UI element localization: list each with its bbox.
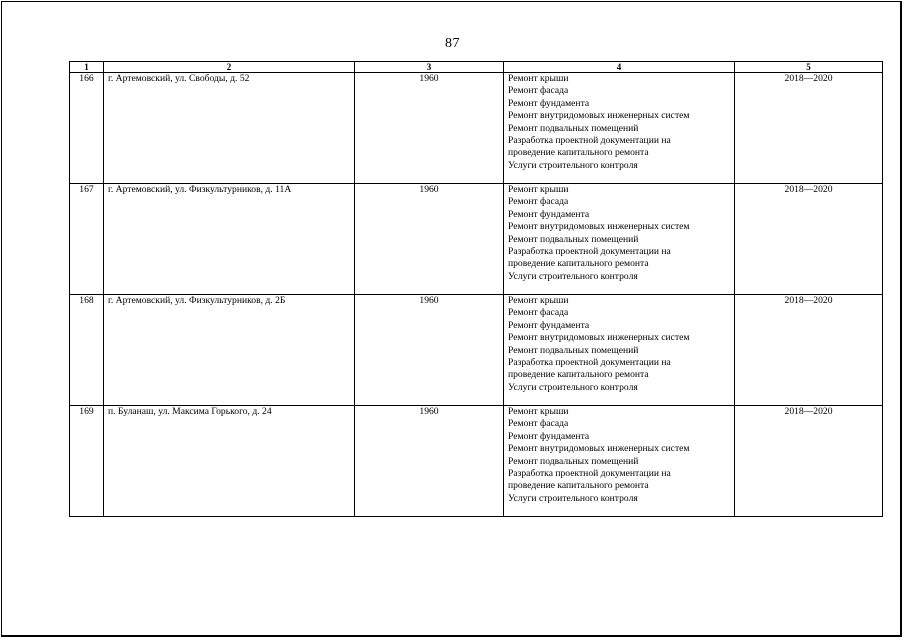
column-header-3: 3	[355, 62, 504, 73]
construction-year: 1960	[355, 73, 504, 184]
work-item: Ремонт крыши	[508, 73, 569, 84]
work-item: Услуги строительного контроля	[508, 270, 638, 282]
work-item: проведение капитального ремонта	[508, 258, 649, 270]
table-header	[70, 62, 883, 73]
work-item: Разработка проектной документации на	[508, 468, 671, 480]
work-item: Услуги строительного контроля	[508, 159, 638, 171]
work-item: проведение капитального ремонта	[508, 147, 649, 159]
row-number: 167	[70, 184, 104, 295]
work-item: Ремонт крыши	[508, 295, 569, 306]
repair-schedule-table	[69, 61, 883, 517]
work-item: проведение капитального ремонта	[508, 369, 649, 381]
work-item: Ремонт подвальных помещений	[508, 455, 639, 467]
header-row	[70, 62, 883, 73]
work-item: Ремонт внутридомовых инженерных систем	[508, 443, 690, 455]
works-list	[504, 295, 735, 406]
works-list	[504, 184, 735, 295]
building-address: г. Артемовский, ул. Свободы, д. 52	[104, 73, 355, 184]
work-item: Услуги строительного контроля	[508, 492, 638, 504]
work-item: Ремонт внутридомовых инженерных систем	[508, 332, 690, 344]
work-item: Ремонт фасада	[508, 196, 569, 208]
work-item: Ремонт крыши	[508, 184, 569, 195]
construction-year: 1960	[355, 406, 504, 517]
construction-year: 1960	[355, 184, 504, 295]
work-item: Ремонт фасада	[508, 85, 569, 97]
work-item: Ремонт фундамента	[508, 319, 590, 331]
column-header-1: 1	[70, 62, 104, 73]
column-header-5: 5	[735, 62, 883, 73]
work-item: Ремонт внутридомовых инженерных систем	[508, 110, 690, 122]
column-header-2: 2	[104, 62, 355, 73]
work-item: Ремонт внутридомовых инженерных систем	[508, 221, 690, 233]
table-row	[70, 73, 883, 184]
work-item: Разработка проектной документации на	[508, 357, 671, 369]
work-item: Ремонт подвальных помещений	[508, 344, 639, 356]
work-item: Ремонт фундамента	[508, 97, 590, 109]
works-list	[504, 406, 735, 517]
building-address: п. Буланаш, ул. Максима Горького, д. 24	[104, 406, 355, 517]
work-item: Разработка проектной документации на	[508, 246, 671, 258]
repair-period: 2018—2020	[735, 184, 883, 295]
work-item: Ремонт подвальных помещений	[508, 122, 639, 134]
work-item: Услуги строительного контроля	[508, 381, 638, 393]
row-number: 169	[70, 406, 104, 517]
work-item: Ремонт подвальных помещений	[508, 233, 639, 245]
work-item: Ремонт фасада	[508, 307, 569, 319]
building-address: г. Артемовский, ул. Физкультурников, д. 2Б	[104, 295, 355, 406]
row-number: 166	[70, 73, 104, 184]
page-number: 87	[445, 36, 460, 51]
row-number: 168	[70, 295, 104, 406]
building-address: г. Артемовский, ул. Физкультурников, д. 11А	[104, 184, 355, 295]
table-body	[70, 73, 883, 517]
table-row	[70, 295, 883, 406]
work-item: Ремонт крыши	[508, 406, 569, 417]
table-row	[70, 406, 883, 517]
work-item: проведение капитального ремонта	[508, 480, 649, 492]
column-header-4: 4	[504, 62, 735, 73]
work-item: Ремонт фундамента	[508, 430, 590, 442]
construction-year: 1960	[355, 295, 504, 406]
work-item: Ремонт фундамента	[508, 208, 590, 220]
works-list	[504, 73, 735, 184]
work-item: Ремонт фасада	[508, 418, 569, 430]
repair-period: 2018—2020	[735, 295, 883, 406]
table-row	[70, 184, 883, 295]
work-item: Разработка проектной документации на	[508, 135, 671, 147]
repair-period: 2018—2020	[735, 73, 883, 184]
repair-period: 2018—2020	[735, 406, 883, 517]
